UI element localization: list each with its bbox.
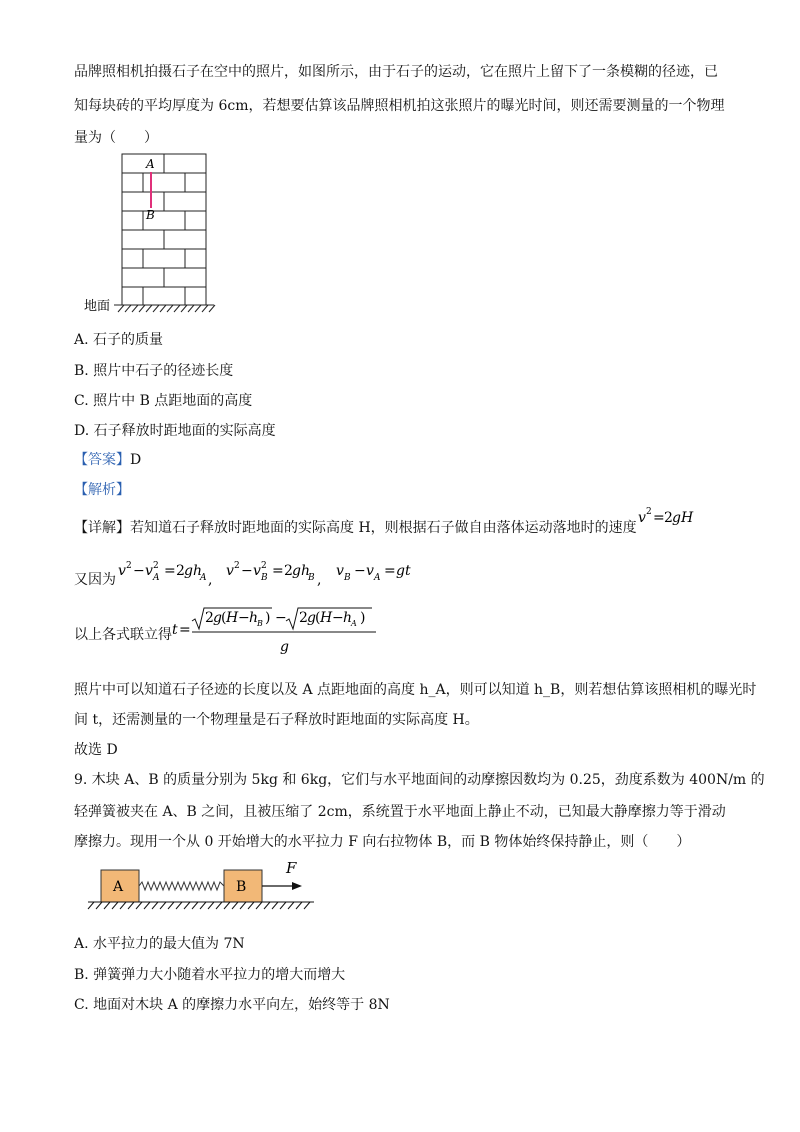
q8-option-b: B. 照片中石子的径迹长度 xyxy=(74,363,234,379)
svg-text:−: − xyxy=(332,610,344,626)
equation-1 xyxy=(636,505,708,529)
svg-text:,: , xyxy=(317,572,322,588)
detail-text-1: 若知道石子释放时距地面的实际高度 H，则根据石子做自由落体运动落地时的速度 xyxy=(130,520,637,536)
q8-option-c: C. 照片中 B 点距地面的高度 xyxy=(74,393,253,409)
q9-stem-line-1: 9. 木块 A、B 的质量分别为 5kg 和 6kg，它们与水平地面间的动摩擦因数均为 0.25，劲度系数为 400N/m 的 xyxy=(74,772,765,788)
block-b-label: B xyxy=(236,879,247,895)
svg-text:−: − xyxy=(133,563,145,579)
q8-option-a: A. 石子的质量 xyxy=(74,332,164,348)
svg-text:2: 2 xyxy=(176,563,185,579)
detail-line-5: 间 t，还需测量的一个物理量是石子释放时距地面的实际高度 H。 xyxy=(74,712,479,728)
svg-text:,: , xyxy=(208,572,213,588)
svg-text:v: v xyxy=(336,563,344,579)
svg-text:gH: gH xyxy=(672,510,694,526)
svg-text:A: A xyxy=(374,573,381,583)
svg-text:B: B xyxy=(261,573,268,583)
q8-option-d: D. 石子释放时距地面的实际高度 xyxy=(74,423,276,439)
detail-tag: 【详解】 xyxy=(74,520,130,536)
svg-text:gt: gt xyxy=(396,563,411,579)
svg-text:(: ( xyxy=(315,610,321,626)
detail-line-2-label: 又因为 xyxy=(74,572,116,588)
svg-text:v: v xyxy=(145,563,153,579)
q9-option-c: C. 地面对木块 A 的摩擦力水平向左，始终等于 8N xyxy=(74,997,390,1013)
svg-text:−: − xyxy=(241,563,253,579)
answer-tag: 【答案】 xyxy=(74,452,130,468)
svg-text:t: t xyxy=(172,622,178,638)
svg-text:A: A xyxy=(351,619,357,628)
svg-text:v: v xyxy=(366,563,374,579)
q8-stem-line-2: 知每块砖的平均厚度为 6cm，若想要估算该品牌照相机拍这张照片的曝光时间，则还需要测量的一个物理 xyxy=(74,98,725,114)
svg-text:=: = xyxy=(384,563,396,579)
analysis-tag: 【解析】 xyxy=(74,482,130,498)
detail-line-3-label: 以上各式联立得 xyxy=(74,627,172,643)
svg-text:2: 2 xyxy=(205,610,214,626)
svg-text:2: 2 xyxy=(299,610,308,626)
q8-stem-line-1: 品牌照相机拍摄石子在空中的照片，如图所示，由于石子的运动，它在照片上留下了一条模糊的径迹，已 xyxy=(74,64,718,80)
point-a-label: A xyxy=(146,157,155,171)
svg-text:v: v xyxy=(638,510,646,526)
svg-text:g: g xyxy=(307,610,316,626)
svg-text:H: H xyxy=(226,610,239,626)
svg-text:v: v xyxy=(118,563,126,579)
svg-text:h: h xyxy=(249,610,259,626)
detail-line-1 xyxy=(74,518,637,538)
brick-wall-figure xyxy=(84,152,224,318)
detail-line-4: 照片中可以知道石子径迹的长度以及 A 点距地面的高度 h_A，则可以知道 h_B，则若想估算该照相机的曝光时 xyxy=(74,682,757,698)
svg-text:(: ( xyxy=(221,610,227,626)
conclusion: 故选 D xyxy=(74,742,118,758)
equation-3 xyxy=(172,604,392,658)
force-label: F xyxy=(286,860,297,877)
svg-text:=: = xyxy=(653,510,665,526)
svg-text:=: = xyxy=(179,622,191,638)
svg-text:2: 2 xyxy=(126,561,132,571)
svg-text:v: v xyxy=(253,563,261,579)
svg-text:2: 2 xyxy=(664,510,673,526)
q9-option-a: A. 水平拉力的最大值为 7N xyxy=(74,936,245,952)
svg-text:2: 2 xyxy=(153,561,159,571)
svg-text:2: 2 xyxy=(234,561,240,571)
answer-line xyxy=(74,450,141,470)
svg-text:−: − xyxy=(238,610,250,626)
svg-text:h: h xyxy=(343,610,353,626)
svg-text:=: = xyxy=(272,563,284,579)
svg-text:2: 2 xyxy=(261,561,267,571)
svg-text:2: 2 xyxy=(284,563,293,579)
svg-text:gh: gh xyxy=(292,563,310,579)
svg-text:−: − xyxy=(354,563,366,579)
svg-text:H: H xyxy=(320,610,333,626)
svg-text:): ) xyxy=(360,610,366,626)
spring-block-figure xyxy=(84,860,324,916)
svg-text:g: g xyxy=(280,639,289,655)
svg-text:2: 2 xyxy=(646,507,652,517)
q9-stem-line-3: 摩擦力。现用一个从 0 开始增大的水平拉力 F 向右拉物体 B，而 B 物体始终保持静止，则（ ） xyxy=(74,834,691,850)
svg-text:−: − xyxy=(275,610,287,626)
svg-text:B: B xyxy=(344,573,351,583)
svg-text:B: B xyxy=(308,573,315,583)
block-a-label: A xyxy=(113,879,124,895)
svg-text:g: g xyxy=(213,610,222,626)
svg-text:): ) xyxy=(265,610,271,626)
answer-value: D xyxy=(130,452,142,468)
svg-text:A: A xyxy=(153,573,160,583)
q9-option-b: B. 弹簧弹力大小随着水平拉力的增大而增大 xyxy=(74,967,346,983)
point-b-label: B xyxy=(146,208,155,222)
svg-text:v: v xyxy=(226,563,234,579)
equation-2 xyxy=(118,558,438,588)
q8-stem-line-3: 量为（ ） xyxy=(74,130,158,146)
svg-text:B: B xyxy=(257,619,263,628)
q9-stem-line-2: 轻弹簧被夹在 A、B 之间，且被压缩了 2cm，系统置于水平地面上静止不动，已知最大静摩擦力等于滑动 xyxy=(74,804,726,820)
svg-text:gh: gh xyxy=(184,563,202,579)
svg-text:=: = xyxy=(164,563,176,579)
ground-label: 地面 xyxy=(84,299,111,314)
spring xyxy=(139,882,224,890)
svg-text:A: A xyxy=(200,573,207,583)
